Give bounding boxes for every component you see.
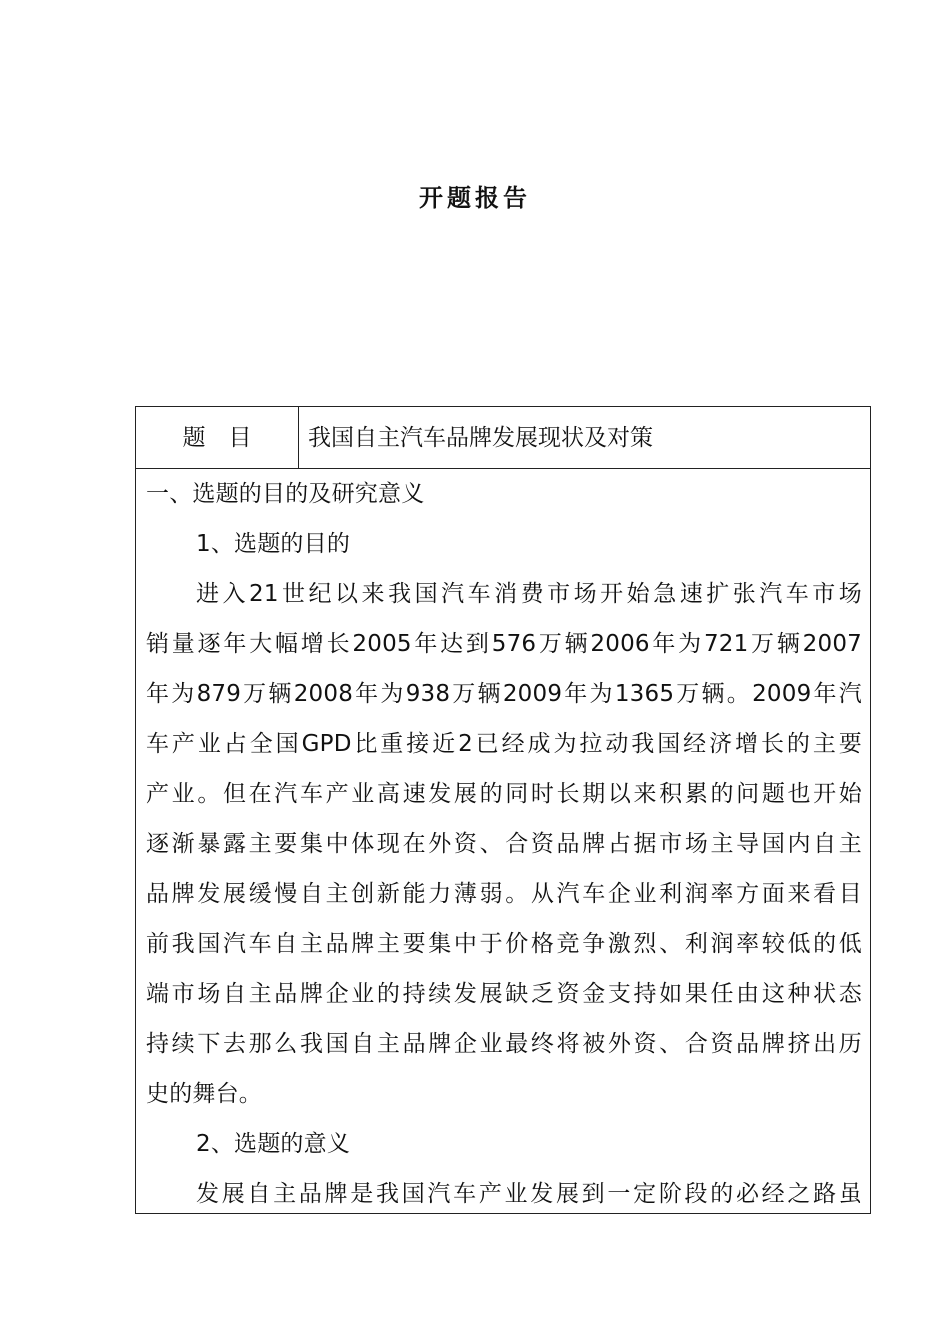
document-title: 开题报告 <box>419 183 531 212</box>
paragraph-line: 品牌发展缓慢自主创新能力薄弱。从汽车企业利润率方面来看目 <box>146 881 862 907</box>
paragraph-line: 端市场自主品牌企业的持续发展缺乏资金支持如果任由这种状态 <box>146 981 862 1007</box>
report-table <box>135 406 871 1214</box>
paragraph-line: 年为879万辆2008年为938万辆2009年为1365万辆。2009年汽 <box>146 681 862 707</box>
paragraph-line: 车产业占全国GPD比重接近2已经成为拉动我国经济增长的主要 <box>146 731 862 757</box>
paragraph-line: 史的舞台。 <box>146 1081 262 1107</box>
topic-row <box>136 407 870 469</box>
sub-heading-significance: 2、选题的意义 <box>196 1131 351 1157</box>
paragraph-line: 持续下去那么我国自主品牌企业最终将被外资、合资品牌挤出历 <box>146 1031 862 1057</box>
paragraph-line: 销量逐年大幅增长2005年达到576万辆2006年为721万辆2007 <box>146 631 862 657</box>
paragraph-line: 进入21世纪以来我国汽车消费市场开始急速扩张汽车市场 <box>196 581 862 607</box>
section-heading: 一、选题的目的及研究意义 <box>146 481 425 507</box>
topic-label: 题 目 <box>136 407 299 468</box>
paragraph-line: 前我国汽车自主品牌主要集中于价格竞争激烈、利润率较低的低 <box>146 931 862 957</box>
paragraph-line: 逐渐暴露主要集中体现在外资、合资品牌占据市场主导国内自主 <box>146 831 862 857</box>
paragraph-line: 发展自主品牌是我国汽车产业发展到一定阶段的必经之路虽 <box>196 1181 862 1207</box>
sub-heading-purpose: 1、选题的目的 <box>196 531 351 557</box>
paragraph-line: 产业。但在汽车产业高速发展的同时长期以来积累的问题也开始 <box>146 781 862 807</box>
topic-value: 我国自主汽车品牌发展现状及对策 <box>308 425 653 451</box>
content-cell <box>146 469 862 1214</box>
